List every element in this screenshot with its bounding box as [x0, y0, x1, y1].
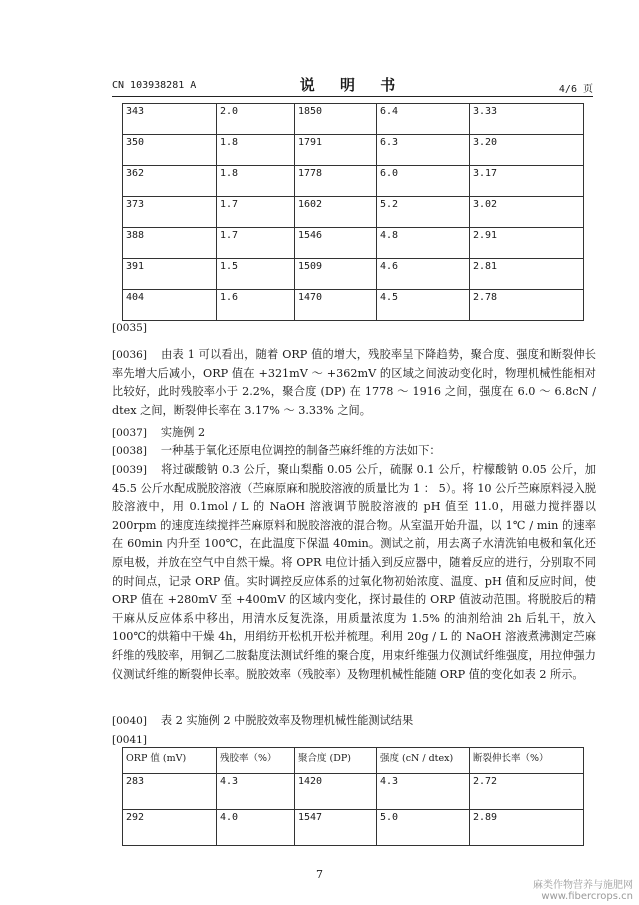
table-cell: 1778	[295, 166, 377, 197]
table-cell: 2.78	[470, 290, 584, 321]
table-cell: 1509	[295, 259, 377, 290]
table-cell: 6.4	[377, 104, 470, 135]
table-2	[122, 747, 584, 846]
table-cell: 4.3	[377, 774, 470, 810]
column-header: 断裂伸长率（%）	[470, 748, 584, 774]
table-cell: 2.89	[470, 810, 584, 846]
paragraph-tag: [0041]	[112, 734, 147, 746]
table-cell: 4.8	[377, 228, 470, 259]
paragraph-text: 将过碳酸钠 0.3 公斤，聚山梨酯 0.05 公斤，硫脲 0.1 公斤，柠檬酸钠 0.05 公斤，加 45.5 公斤水配成脱胶溶液（苎麻原麻和脱胶溶液的质量比为 1 ： 5）。将 10 公斤苎麻原料浸入脱胶溶液中，用 0.1mol / L 的 NaOH 溶液调节脱胶溶液的 pH 值至 11.0，用磁力搅拌器以 200rpm 的速度连续搅拌苎麻原料和脱胶溶液的混合物。从室温开始升温，以 1℃ / min 的速率在 60min 内升至 100℃，在此温度下保温 40min。测试之前，用去离子水清洗铂电极和氧化还原电极，并放在空气中自然干燥。将 OPR 电位计插入到反应器中，随着反应的进行，分别取不同的时间点，记录 ORP 值。实时调控反应体系的过氧化物初始浓度、温度、pH 值和反应时间，使 ORP 值在 +280mV 至 +400mV 的区域内变化，探讨最佳的 ORP 值波动范围。将脱胶后的精干麻从反应体系中移出，用清水反复洗涤，用质量浓度为 1.5% 的油剂给油 2h 后轧干，放入 100℃的烘箱中干燥 4h，用绢纺开松机开松并梳理。利用 20g / L 的 NaOH 溶液煮沸测定苎麻纤维的残胶率，用铜乙二胺黏度法测试纤维的聚合度，用束纤维强力仪测试纤维强度，用拉伸强力仪测试纤维的断裂伸长率。脱胶效率（残胶率）及物理机械性能随 ORP 值的变化如表 2 所示。	[112, 463, 596, 681]
table-cell: 4.0	[217, 810, 295, 846]
column-header: 强度 (cN / dtex)	[377, 748, 470, 774]
paragraph-tag: [0040]	[112, 715, 147, 727]
table-cell: 4.3	[217, 774, 295, 810]
column-header: 聚合度 (DP)	[295, 748, 377, 774]
table-cell: 1.5	[217, 259, 295, 290]
watermark-line: 麻类作物营养与施肥网	[533, 880, 633, 891]
table-cell: 350	[123, 135, 217, 166]
table-cell: 4.5	[377, 290, 470, 321]
watermark-url: www.fibercrops.cn	[541, 891, 633, 902]
table-cell: 283	[123, 774, 217, 810]
table-cell: 373	[123, 197, 217, 228]
paragraph-0037	[112, 424, 596, 443]
table-header-row	[123, 748, 584, 774]
table-row	[123, 290, 584, 321]
site-watermark	[533, 880, 633, 902]
table-cell: 404	[123, 290, 217, 321]
table-row	[123, 135, 584, 166]
paragraph-tag: [0038]	[112, 445, 147, 457]
table-cell: 362	[123, 166, 217, 197]
table-row	[123, 197, 584, 228]
table-cell: 1602	[295, 197, 377, 228]
table-row	[123, 166, 584, 197]
table-cell: 1546	[295, 228, 377, 259]
table-cell: 1.7	[217, 228, 295, 259]
paragraph-tag: [0037]	[112, 427, 147, 439]
column-header: 残胶率（%）	[217, 748, 295, 774]
table-2-caption: 表 2 实施例 2 中脱胶效率及物理机械性能测试结果	[160, 714, 414, 727]
table-cell: 6.3	[377, 135, 470, 166]
table-cell: 1850	[295, 104, 377, 135]
table-cell: 5.0	[377, 810, 470, 846]
table-cell: 292	[123, 810, 217, 846]
paragraph-0040	[112, 712, 596, 731]
paragraph-tag: [0036]	[112, 349, 147, 361]
table-cell: 343	[123, 104, 217, 135]
table-cell: 1.6	[217, 290, 295, 321]
table-cell: 3.17	[470, 166, 584, 197]
table-cell: 3.20	[470, 135, 584, 166]
table-1-continued	[122, 103, 584, 321]
paragraph-text: 由表 1 可以看出，随着 ORP 值的增大，残胶率呈下降趋势，聚合度、强度和断裂伸长率先增大后减小，ORP 值在 +321mV ～ +362mV 的区域之间波动变化时，物理机械性能相对比较好，此时残胶率小于 2.2%，聚合度 (DP) 在 1778 ～ 1916 之间，强度在 6.0 ～ 6.8cN / dtex 之间，断裂伸长率在 3.17% ～ 3.33% 之间。	[112, 348, 596, 417]
table-row	[123, 259, 584, 290]
table-cell: 2.0	[217, 104, 295, 135]
table-cell: 1.8	[217, 135, 295, 166]
header-rule	[112, 96, 593, 97]
table-cell: 2.91	[470, 228, 584, 259]
table-row	[123, 774, 584, 810]
paragraph-text: 一种基于氧化还原电位调控的制备苎麻纤维的方法如下：	[160, 444, 441, 457]
table-cell: 1.7	[217, 197, 295, 228]
page-header	[112, 74, 593, 96]
paragraph-tag: [0039]	[112, 464, 147, 476]
paragraph-0038	[112, 442, 596, 461]
table-cell: 2.72	[470, 774, 584, 810]
paragraph-tag: [0035]	[112, 322, 147, 334]
paragraph-0036	[112, 346, 596, 420]
publication-number: CN 103938281 A	[112, 80, 197, 91]
table-cell: 1.8	[217, 166, 295, 197]
table-row	[123, 104, 584, 135]
table-row	[123, 810, 584, 846]
table-row	[123, 228, 584, 259]
table-cell: 388	[123, 228, 217, 259]
table-cell: 5.2	[377, 197, 470, 228]
table-cell: 1420	[295, 774, 377, 810]
paragraph-0035	[112, 319, 596, 338]
column-header: ORP 值 (mV)	[123, 748, 217, 774]
table-cell: 2.81	[470, 259, 584, 290]
document-title: 说 明 书	[299, 76, 406, 94]
example-heading: 实施例 2	[160, 426, 206, 439]
page-number: 7	[316, 868, 323, 881]
table-cell: 1470	[295, 290, 377, 321]
page-indicator: 4/6 页	[558, 84, 593, 95]
table-cell: 3.33	[470, 104, 584, 135]
table-cell: 3.02	[470, 197, 584, 228]
table-cell: 1547	[295, 810, 377, 846]
table-cell: 391	[123, 259, 217, 290]
table-cell: 4.6	[377, 259, 470, 290]
table-cell: 1791	[295, 135, 377, 166]
table-cell: 6.0	[377, 166, 470, 197]
paragraph-0039	[112, 461, 596, 684]
